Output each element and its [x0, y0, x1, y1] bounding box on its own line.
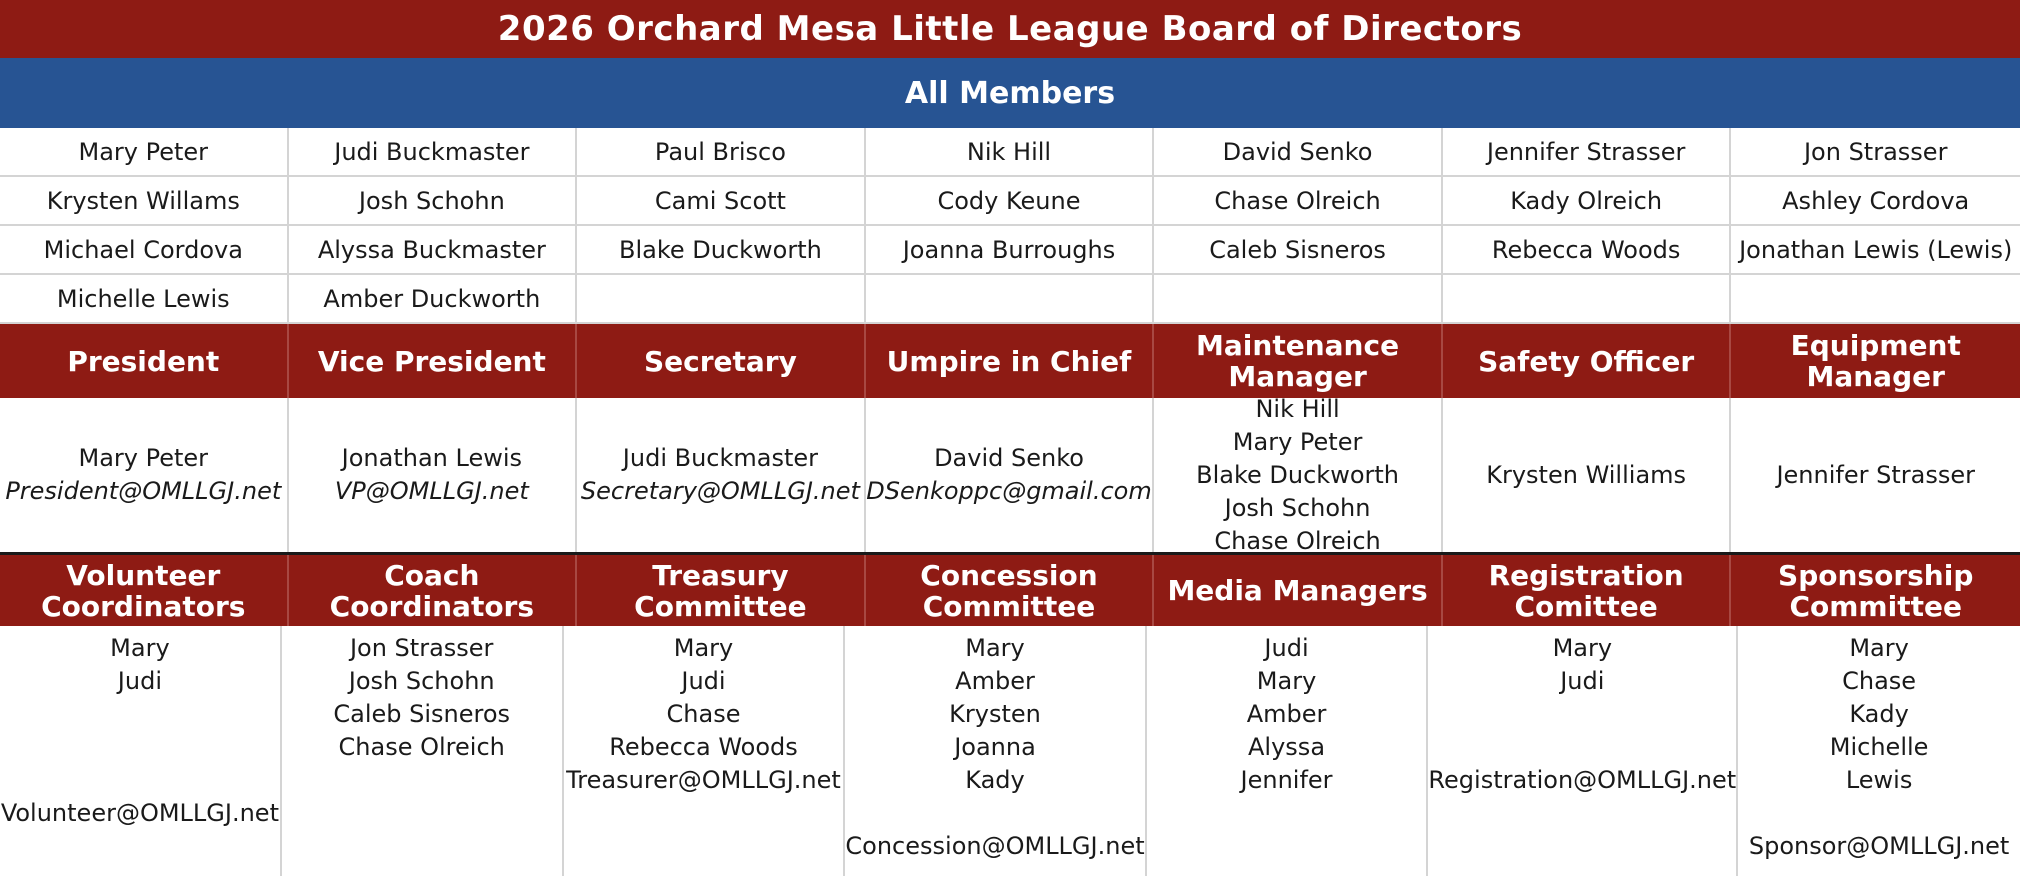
officer-name: Blake Duckworth: [1196, 460, 1399, 489]
committee-member: Josh Schohn: [348, 667, 495, 695]
member-cell: [1443, 275, 1732, 324]
committee-member: Mary: [1256, 667, 1317, 695]
member-cell: Jennifer Strasser: [1443, 128, 1732, 177]
committee-member: Lewis: [1845, 766, 1913, 794]
officer-email: VP@OMLLGJ.net: [334, 477, 529, 505]
officer-role-header: Maintenance Manager: [1154, 324, 1443, 398]
officer-name: Jonathan Lewis: [341, 444, 523, 472]
officer-email: DSenkoppc@gmail.com: [866, 477, 1152, 505]
member-cell: Jon Strasser: [1731, 128, 2020, 177]
committee-role-header: Coach Coordinators: [289, 555, 578, 626]
page-title: 2026 Orchard Mesa Little League Board of Directors: [0, 0, 2020, 58]
officer-name: Josh Schohn: [1224, 493, 1371, 522]
officer-name: David Senko: [934, 444, 1084, 472]
officer-name: Mary Peter: [78, 444, 209, 472]
committee-member: Judi: [1560, 667, 1605, 695]
committee-role-header: Treasury Committee: [577, 555, 866, 626]
member-cell: [577, 275, 866, 324]
member-cell: Rebecca Woods: [1443, 226, 1732, 275]
committee-cell: [1428, 626, 1738, 876]
member-cell: Josh Schohn: [289, 177, 578, 226]
committee-cell: [0, 626, 282, 876]
committee-email: Concession@OMLLGJ.net: [845, 832, 1145, 860]
officer-cell: [289, 398, 578, 552]
committee-role-header: Volunteer Coordinators: [0, 555, 289, 626]
member-cell: Jonathan Lewis (Lewis): [1731, 226, 2020, 275]
committees-row: [0, 626, 2020, 876]
member-cell: Michael Cordova: [0, 226, 289, 275]
member-cell: Krysten Willams: [0, 177, 289, 226]
officer-email: President@OMLLGJ.net: [5, 477, 282, 505]
officer-cell: [1443, 398, 1732, 552]
committee-member: Michelle: [1829, 733, 1929, 761]
officer-cell: [1731, 398, 2020, 552]
member-cell: Amber Duckworth: [289, 275, 578, 324]
officer-name: Krysten Williams: [1486, 460, 1687, 489]
member-cell: Ashley Cordova: [1731, 177, 2020, 226]
member-cell: Blake Duckworth: [577, 226, 866, 275]
committee-role-header: Sponsorship Committee: [1731, 555, 2020, 626]
officer-name: Jennifer Strasser: [1776, 460, 1975, 489]
all-members-header: All Members: [0, 58, 2020, 128]
committee-member: Jennifer: [1240, 766, 1333, 794]
officer-role-header: Secretary: [577, 324, 866, 398]
member-cell: Kady Olreich: [1443, 177, 1732, 226]
committee-cell: [845, 626, 1146, 876]
committee-cell: [1738, 626, 2020, 876]
officer-role-header: Umpire in Chief: [866, 324, 1155, 398]
officer-cell: [577, 398, 866, 552]
officer-name: Nik Hill: [1255, 398, 1340, 423]
committee-cell: [564, 626, 846, 876]
committee-email: Volunteer@OMLLGJ.net: [0, 799, 279, 827]
member-cell: [1154, 275, 1443, 324]
member-cell: Nik Hill: [866, 128, 1155, 177]
member-cell: Mary Peter: [0, 128, 289, 177]
committee-email: Treasurer@OMLLGJ.net: [566, 766, 841, 794]
committee-member: Alyssa: [1248, 733, 1326, 761]
committee-member: Kady: [1849, 700, 1909, 728]
officer-cell: [0, 398, 289, 552]
member-cell: Michelle Lewis: [0, 275, 289, 324]
committee-member: Judi: [117, 667, 162, 695]
committee-cell: [282, 626, 564, 876]
officer-name: Chase Olreich: [1214, 526, 1381, 552]
committee-member: Mary: [965, 634, 1025, 662]
committee-member: Krysten: [949, 700, 1041, 728]
officer-role-header: Equipment Manager: [1731, 324, 2020, 398]
member-cell: Chase Olreich: [1154, 177, 1443, 226]
committee-member: Mary: [1552, 634, 1613, 662]
member-cell: Cami Scott: [577, 177, 866, 226]
officer-email: Secretary@OMLLGJ.net: [580, 477, 860, 505]
committee-member: Mary: [673, 634, 734, 662]
committee-member: Joanna: [954, 733, 1036, 761]
committee-roles-header-row: [0, 552, 2020, 626]
committee-member: Chase: [1842, 667, 1917, 695]
committee-member: Chase Olreich: [338, 733, 505, 761]
committee-member: Judi: [1264, 634, 1309, 662]
committee-member: Chase: [666, 700, 741, 728]
committee-role-header: Media Managers: [1154, 555, 1443, 626]
officer-cell: [1154, 398, 1443, 552]
committee-role-header: Concession Committee: [866, 555, 1155, 626]
officer-cell: [866, 398, 1155, 552]
officers-row: [0, 398, 2020, 552]
committee-member: Mary: [110, 634, 170, 662]
committee-member: Kady: [965, 766, 1025, 794]
member-cell: Judi Buckmaster: [289, 128, 578, 177]
members-table: [0, 128, 2020, 324]
member-cell: Caleb Sisneros: [1154, 226, 1443, 275]
committee-member: Mary: [1849, 634, 1909, 662]
member-cell: [1731, 275, 2020, 324]
committee-member: Jon Strasser: [349, 634, 494, 662]
officer-role-header: Safety Officer: [1443, 324, 1732, 398]
committee-member: Amber: [1246, 700, 1327, 728]
member-cell: David Senko: [1154, 128, 1443, 177]
member-cell: [866, 275, 1155, 324]
member-cell: Paul Brisco: [577, 128, 866, 177]
officer-name: Judi Buckmaster: [622, 444, 819, 472]
member-cell: Cody Keune: [866, 177, 1155, 226]
member-cell: Joanna Burroughs: [866, 226, 1155, 275]
member-cell: Alyssa Buckmaster: [289, 226, 578, 275]
officer-roles-header-row: [0, 324, 2020, 398]
committee-member: Caleb Sisneros: [333, 700, 511, 728]
committee-member: Amber: [955, 667, 1035, 695]
officer-name: Mary Peter: [1232, 427, 1363, 456]
officer-role-header: President: [0, 324, 289, 398]
committee-email: Sponsor@OMLLGJ.net: [1748, 832, 2010, 860]
committee-email: Registration@OMLLGJ.net: [1428, 766, 1737, 794]
committee-member: Rebecca Woods: [609, 733, 798, 761]
committee-member: Judi: [681, 667, 726, 695]
officer-role-header: Vice President: [289, 324, 578, 398]
committee-cell: [1147, 626, 1429, 876]
committee-role-header: Registration Comittee: [1443, 555, 1732, 626]
